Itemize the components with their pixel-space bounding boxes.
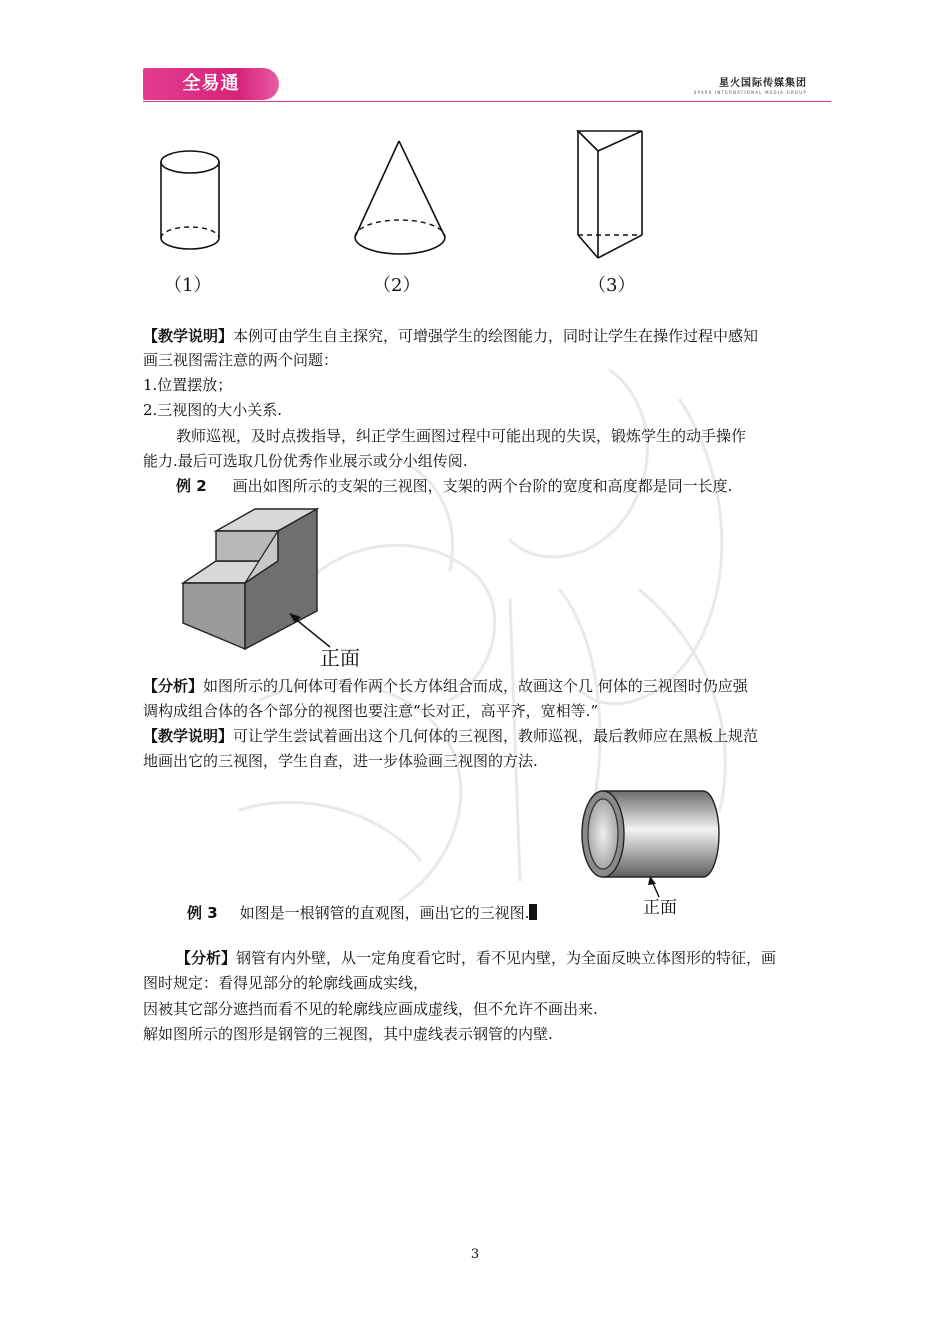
analysis-1-label: 【分析】 [143, 677, 204, 695]
caption-3: （3） [588, 275, 636, 296]
logo: 全易通 [143, 68, 279, 100]
front-label-1: 正面 [320, 646, 360, 670]
front-label-2: 正面 [643, 898, 677, 918]
example-3-text: 如图是一根钢管的直观图，画出它的三视图. [239, 904, 530, 922]
analysis-2-label: 【分析】 [176, 949, 237, 967]
caption-2: （2） [373, 275, 421, 296]
analysis-2-text-1: 钢管有内外壁，从一定角度看它时，看不见内壁，为全面反映立体图形的特征，画 [236, 949, 777, 967]
cylinder-figure [150, 140, 230, 260]
example-3-line [187, 902, 537, 924]
analysis-2-line-1 [176, 947, 776, 969]
brand [694, 74, 807, 95]
teach-note-label: 【教学说明】 [143, 327, 234, 345]
teach-note-line-2: 画三视图需注意的两个问题： [143, 351, 339, 369]
analysis-2-line-3: 因被其它部分遮挡而看不见的轮廓线应画成虚线，但不允许不画出来. [143, 1000, 598, 1018]
paragraph-1-line-2: 能力.最后可选取几份优秀作业展示或分小组传阅. [143, 452, 468, 470]
teach-note-text-1: 本例可由学生自主探究，可增强学生的绘图能力，同时让学生在操作过程中感知 [233, 327, 759, 345]
analysis-2-line-4: 解如图所示的图形是钢管的三视图，其中虚线表示钢管的内壁. [143, 1025, 553, 1043]
analysis-2-line-2: 图时规定：看得见部分的轮廓线画成实线， [143, 974, 429, 992]
teach-note-2-text-1: 可让学生尝试着画出这个几何体的三视图，教师巡视，最后教师应在黑板上规范 [233, 727, 759, 745]
list-item-2: 2.三视图的大小关系. [143, 401, 283, 419]
text-cursor [529, 904, 537, 920]
paragraph-1-line-1: 教师巡视，及时点拨指导，纠正学生画图过程中可能出现的失误，锻炼学生的动手操作 [176, 427, 747, 445]
analysis-1-line-2: 调构成组合体的各个部分的视图也要注意“长对正，高平齐，宽相等.” [143, 702, 599, 720]
analysis-1-line-1 [143, 675, 748, 697]
teach-note-2-line-1 [143, 725, 758, 747]
teach-note-line-1 [143, 325, 758, 347]
example-3-label: 例 3 [187, 904, 218, 922]
caption-1: （1） [164, 275, 212, 296]
prism-figure [570, 125, 650, 270]
header-rule [143, 101, 831, 102]
teach-note-2-line-2: 地画出它的三视图，学生自查，进一步体验画三视图的方法. [143, 752, 538, 770]
brand-name-en: SPARK INTERNATIONAL MEDIA GROUP [693, 90, 807, 95]
page-number: 3 [470, 1247, 480, 1262]
example-2-line [176, 475, 732, 497]
pipe-figure [575, 785, 725, 920]
bracket-figure [175, 505, 375, 675]
analysis-1-text-1: 如图所示的几何体可看作两个长方体组合而成，故画这个几 何体的三视图时仍应强 [203, 677, 748, 695]
brand-name-cn: 星火国际传媒集团 [719, 78, 807, 89]
example-2-text: 画出如图所示的支架的三视图，支架的两个台阶的宽度和高度都是同一长度. [232, 477, 733, 495]
example-2-label: 例 2 [176, 477, 207, 495]
cone-figure [345, 135, 455, 265]
list-item-1: 1.位置摆放； [143, 376, 233, 394]
teach-note-2-label: 【教学说明】 [143, 727, 234, 745]
